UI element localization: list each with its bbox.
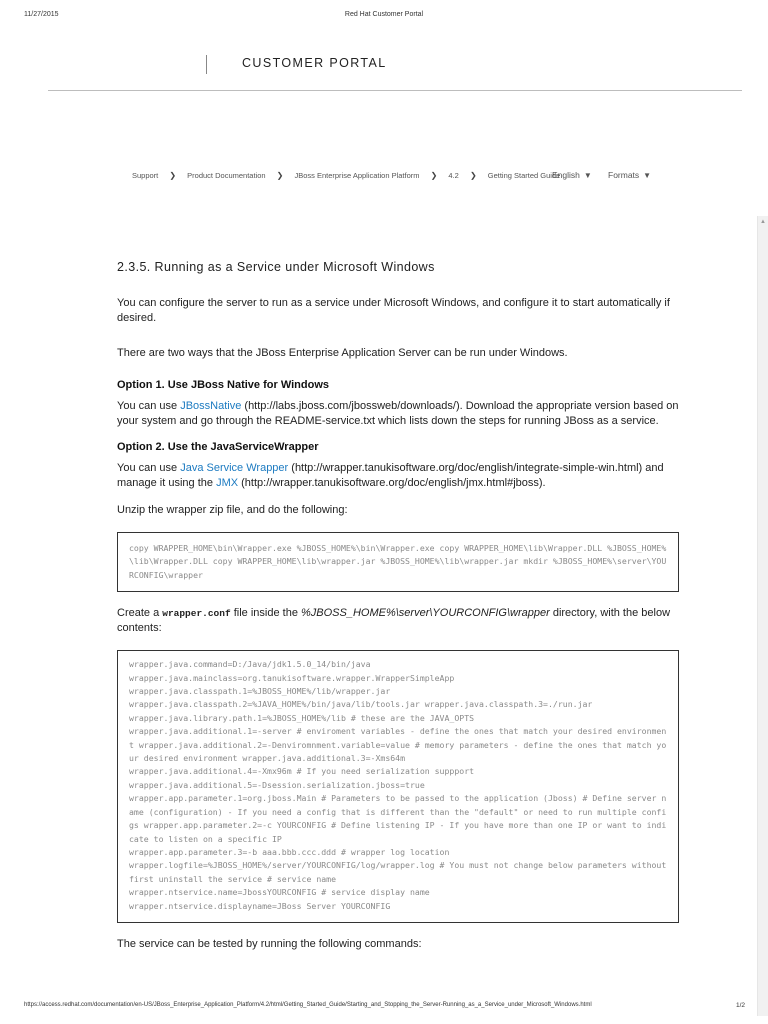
scroll-up-arrow-icon[interactable]: ▲	[760, 219, 766, 225]
chevron-right-icon: ❯	[430, 171, 438, 180]
section-title: 2.3.5. Running as a Service under Microsoft Windows	[117, 260, 435, 274]
formats-label: Formats	[608, 170, 640, 180]
caret-down-icon: ▼	[583, 171, 592, 180]
breadcrumb-item-support[interactable]: Support	[132, 171, 159, 180]
chevron-right-icon: ❯	[276, 171, 284, 180]
breadcrumb-item-jboss-eap[interactable]: JBoss Enterprise Application Platform	[294, 171, 420, 180]
option1-text-post: (http://labs.jboss.com/jbossweb/downloads/). Download the appropriate version based on your system and go through the README-service.txt which lists down the steps for running JBoss as a service.	[117, 400, 679, 427]
create-wrapper-conf-paragraph	[117, 606, 679, 636]
option1-heading: Option 1. Use JBoss Native for Windows	[117, 379, 329, 391]
customer-portal-logo[interactable]: CUSTOMER PORTAL	[242, 56, 387, 70]
wrapper-directory-path: %JBOSS_HOME%\server\YOURCONFIG\wrapper	[301, 607, 550, 620]
breadcrumb-item-version[interactable]: 4.2	[448, 171, 459, 180]
copy-commands-code-block: copy WRAPPER_HOME\bin\Wrapper.exe %JBOSS_HOME%\bin\Wrapper.exe copy WRAPPER_HOME\lib\Wrapper.DLL %JBOSS_HOME%\lib\Wrapper.DLL copy WRAPPER_HOME\lib\wrapper.jar %JBOSS_HOME%\lib\wrapper.jar mkdir %JBOSS_HOME%\server\YOURCONFIG\wrapper	[117, 532, 679, 592]
java-service-wrapper-link[interactable]: Java Service Wrapper	[180, 462, 289, 474]
language-label: English	[552, 170, 580, 180]
option2-heading: Option 2. Use the JavaServiceWrapper	[117, 441, 319, 453]
caret-down-icon: ▼	[643, 171, 652, 180]
print-date: 11/27/2015	[24, 11, 59, 18]
create-text-mid: file inside the	[230, 607, 301, 620]
chevron-right-icon: ❯	[469, 171, 477, 180]
intro-paragraph: You can configure the server to run as a service under Microsoft Windows, and configure it to start automatically if desired.	[117, 297, 670, 324]
tested-paragraph: The service can be tested by running the following commands:	[117, 937, 422, 950]
print-footer-url: https://access.redhat.com/documentation/en-US/JBoss_Enterprise_Application_Platform/4.2/html/Getting_Started_Guide/Starting_and_Stopping_the_Server-Running_as_a_Service_under_Microsoft_Windows.html	[24, 1002, 592, 1008]
option1-paragraph	[117, 399, 679, 429]
create-text-post: directory, with the below contents:	[117, 607, 671, 635]
chevron-right-icon: ❯	[169, 171, 177, 180]
unzip-paragraph: Unzip the wrapper zip file, and do the following:	[117, 504, 348, 516]
option1-text-pre: You can use	[117, 400, 181, 412]
jmx-link[interactable]: JMX	[216, 477, 239, 489]
breadcrumb-item-product-documentation[interactable]: Product Documentation	[187, 171, 266, 180]
logo-divider	[206, 55, 207, 74]
print-title: Red Hat Customer Portal	[344, 11, 424, 18]
scrollbar[interactable]	[757, 216, 768, 1016]
option2-paragraph	[117, 461, 679, 491]
main-content	[117, 260, 679, 964]
option2-text-pre: You can use	[117, 462, 181, 474]
wrapper-conf-code-block: wrapper.java.command=D:/Java/jdk1.5.0_14/bin/java wrapper.java.mainclass=org.tanukisoftware.wrapper.WrapperSimpleApp wrapper.java.classpath.1=%JBOSS_HOME%/lib/wrapper.jar wrapper.java.classpath.2=%JAVA_HOME%/bin/java/lib/tools.jar wrapper.java.classpath.3=./run.jar wrapper.java.library.path.1=%JBOSS_HOME%/lib # these are the JAVA_OPTS wrapper.java.additional.1=-server # enviroment variables - define the ones that match your desired environment wrapper.java.additional.2=-Denviromnment.variable=value # memory parameters - define the ones that match your desired environment wrapper.java.additional.3=-Xms64m wrapper.java.additional.4=-Xmx96m # If you need serialization suppport wrapper.java.additional.5=-Dsession.serialization.jboss=true wrapper.app.parameter.1=org.jboss.Main # Parameters to be passed to the application (Jboss) # Define server name (configuration) - If you need a config that is different than the "default" or need to run multiple configs wrapper.app.parameter.2=-c YOURCONFIG # Define listening IP - If you have more than one IP or want to indicate to listen on a specific IP wrapper.app.parameter.3=-b aaa.bbb.ccc.ddd # wrapper log location wrapper.logfile=%JBOSS_HOME%/server/YOURCONFIG/log/wrapper.log # You must not change below parameters without first uninstall the service # service name wrapper.ntservice.name=JbossYOURCONFIG # service display name wrapper.ntservice.displayname=JBoss Server YOURCONFIG	[117, 650, 679, 923]
header-divider	[48, 90, 742, 91]
option2-text-post: (http://wrapper.tanukisoftware.org/doc/english/jmx.html#jboss).	[238, 477, 546, 489]
print-page-number: 1/2	[736, 1002, 746, 1009]
breadcrumb-item-guide[interactable]: Getting Started Guide	[487, 171, 561, 180]
wrapper-conf-filename: wrapper.conf	[162, 608, 231, 620]
breadcrumb	[132, 171, 560, 180]
create-text-pre: Create a	[117, 607, 163, 620]
jboss-native-link[interactable]: JBossNative	[180, 400, 242, 412]
formats-dropdown[interactable]	[608, 170, 651, 180]
option2-text-mid: (http://wrapper.tanukisoftware.org/doc/english/integrate-simple-win.html) and manage it using the	[117, 462, 664, 489]
two-ways-paragraph: There are two ways that the JBoss Enterprise Application Server can be run under Windows.	[117, 347, 568, 359]
language-dropdown[interactable]	[552, 170, 592, 180]
